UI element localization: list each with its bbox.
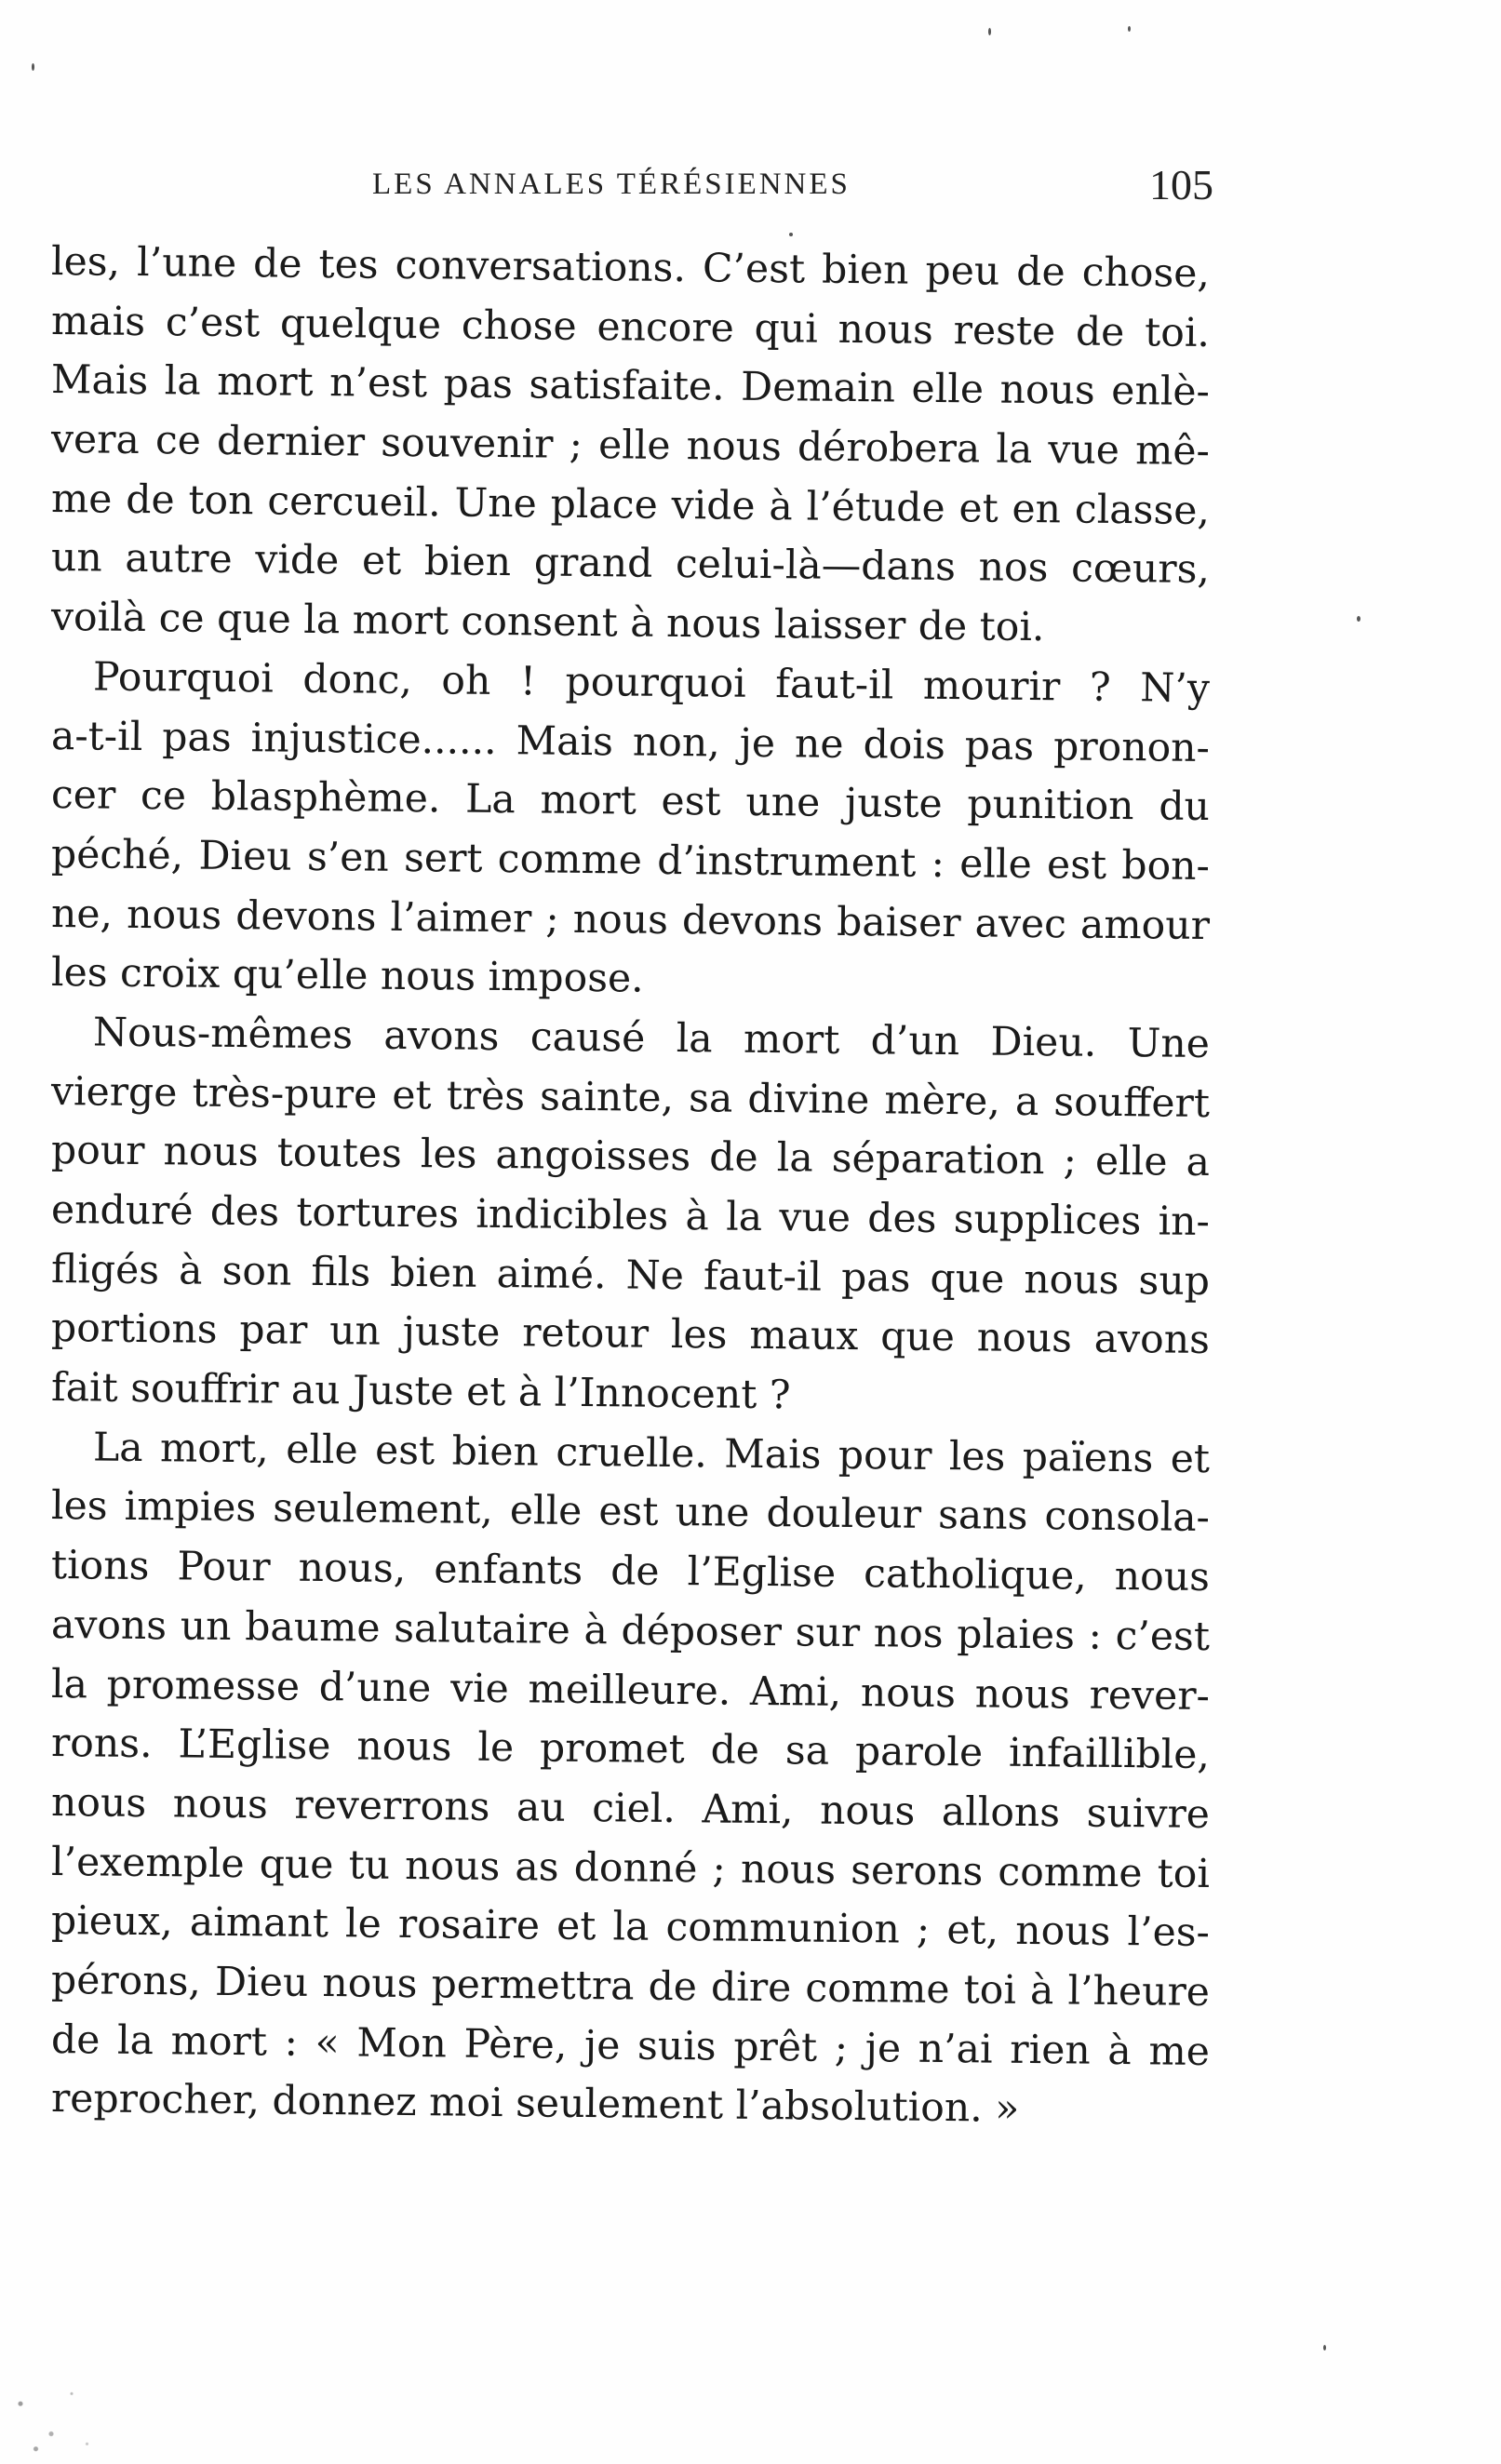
text-line: la promesse d’une vie meilleure. Ami, nous nous rever- <box>50 1661 1211 1720</box>
text-line: cer ce blasphème. La mort est une juste punition du <box>50 772 1211 831</box>
text-line: un autre vide et bien grand celui-là—dans nos cœurs, <box>50 535 1211 594</box>
text-line: tions Pour nous, enfants de l’Eglise catholique, nous <box>50 1543 1211 1601</box>
text-line: de la mort : « Mon Père, je suis prêt ; je n’ai rien à me <box>50 2016 1211 2075</box>
text-line: Mais la mort n’est pas satisfaite. Demain elle nous enlè- <box>50 357 1211 416</box>
text-line: Pourquoi donc, oh ! pourquoi faut-il mourir ? N’y <box>92 654 1211 712</box>
scan-speck <box>988 28 991 35</box>
text-line: avons un baume salutaire à déposer sur nos plaies : c’est <box>50 1601 1211 1660</box>
text-line: a-t-il pas injustice...... Mais non, je ne dois pas pronon- <box>50 713 1211 771</box>
text-line: portions par un juste retour les maux que nous avons <box>50 1306 1211 1364</box>
text-line: les impies seulement, elle est une douleur sans consola- <box>50 1483 1211 1542</box>
text-line: voilà ce que la mort consent à nous laisser de toi. <box>50 595 1045 651</box>
text-line: me de ton cercueil. Une place vide à l’étude et en classe, <box>50 475 1211 534</box>
scan-speck <box>1128 26 1131 32</box>
text-line: vera ce dernier souvenir ; elle nous dérobera la vue mê- <box>50 417 1211 475</box>
text-line: fait souffrir au Juste et à l’Innocent ? <box>50 1365 791 1419</box>
text-line: vierge très-pure et très sainte, sa divine mère, a souffert <box>50 1068 1211 1127</box>
scan-speck <box>1357 616 1360 622</box>
text-line: pérons, Dieu nous permettra de dire comme toi à l’heure <box>50 1957 1211 2015</box>
text-line: La mort, elle est bien cruelle. Mais pour les païens et <box>92 1425 1211 1482</box>
text-line: Nous-mêmes avons causé la mort d’un Dieu. Une <box>92 1010 1211 1067</box>
text-line: mais c’est quelque chose encore qui nous reste de toi. <box>50 298 1211 356</box>
text-line: pieux, aimant le rosaire et la communion ; et, nous l’es- <box>50 1898 1211 1957</box>
scan-speck <box>789 233 793 236</box>
text-line: pour nous toutes les angoisses de la séparation ; elle a <box>50 1128 1211 1186</box>
text-line: rons. L’Eglise nous le promet de sa parole infaillible, <box>50 1721 1211 1779</box>
text-line: ne, nous devons l’aimer ; nous devons baiser avec amour <box>50 891 1211 949</box>
text-line: fligés à son fils bien aimé. Ne faut-il pas que nous sup <box>50 1246 1211 1305</box>
text-line: les, l’une de tes conversations. C’est bien peu de chose, <box>50 239 1211 298</box>
page-number: 105 <box>1149 161 1213 208</box>
text-line: reprocher, donnez moi seulement l’absolution. » <box>50 2076 1020 2133</box>
text-line: nous nous reverrons au ciel. Ami, nous allons suivre <box>50 1779 1211 1838</box>
text-line: péché, Dieu s’en sert comme d’instrument : elle est bon- <box>50 831 1211 890</box>
scan-speck <box>1323 2345 1326 2350</box>
text-line: enduré des tortures indicibles à la vue des supplices in- <box>50 1187 1211 1246</box>
scan-noise <box>0 2364 102 2464</box>
body-text <box>50 233 1211 2133</box>
text-line: l’exemple que tu nous as donné ; nous serons comme toi <box>50 1839 1211 1897</box>
text-line: les croix qu’elle nous impose. <box>50 950 644 1002</box>
scan-speck <box>32 63 34 71</box>
running-header: LES ANNALES TÉRÉSIENNES <box>372 167 851 201</box>
